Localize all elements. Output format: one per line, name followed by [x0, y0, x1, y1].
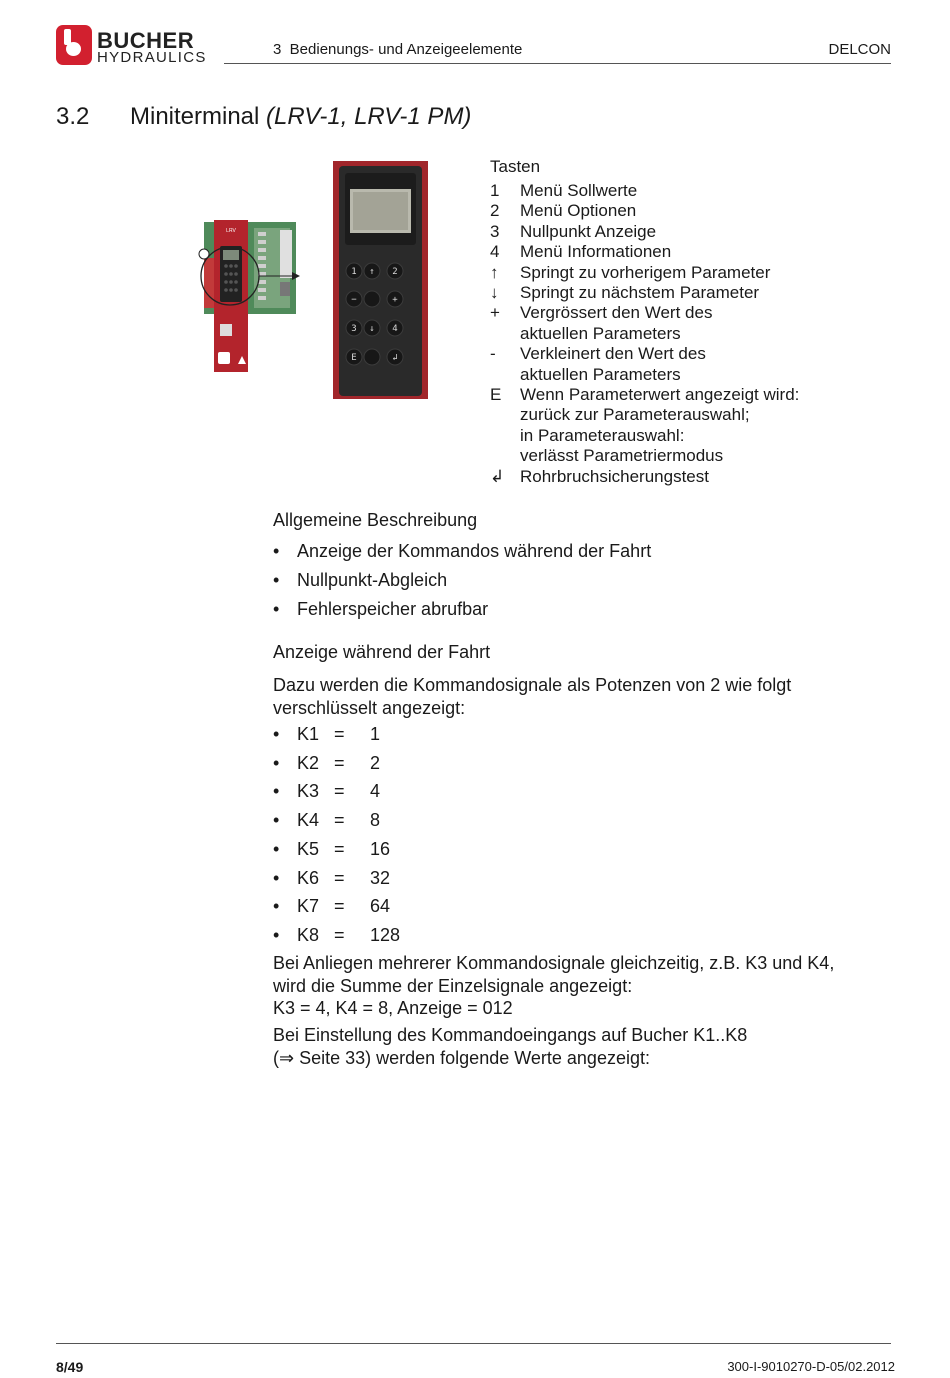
- bullet-dot: •: [273, 752, 280, 773]
- signal-value: 128: [370, 924, 401, 945]
- key-symbol: 1: [490, 181, 500, 200]
- key-description-line: Wenn Parameterwert angezeigt wird:: [520, 385, 800, 404]
- sum-paragraph-line: K3 = 4, K4 = 8, Anzeige = 012: [273, 998, 513, 1018]
- signal-name: K3: [297, 781, 320, 802]
- signal-value: 1: [370, 724, 381, 744]
- key-description-line: Springt zu vorherigem Parameter: [520, 262, 771, 282]
- key-symbol: +: [490, 303, 500, 323]
- svg-text:−: −: [351, 295, 357, 305]
- signal-name: K1: [297, 724, 320, 744]
- signal-name: K5: [297, 838, 320, 859]
- signal-name: K4: [297, 810, 320, 831]
- bullet-dot: •: [273, 896, 280, 917]
- signal-equals: =: [334, 724, 345, 744]
- signal-equals: =: [334, 924, 345, 945]
- bullet-text: Fehlerspeicher abrufbar: [297, 599, 489, 619]
- bullet-dot: •: [273, 810, 280, 831]
- footer-divider: [56, 1343, 891, 1344]
- key-description-line: zurück zur Parameterauswahl;: [520, 405, 750, 425]
- key-description: [520, 263, 770, 283]
- sum-paragraph-line: wird die Summe der Einzelsignale angezeigt:: [273, 975, 633, 996]
- drive-intro-line: verschlüsselt angezeigt:: [273, 697, 466, 718]
- signal-equals: =: [334, 781, 345, 802]
- drive-heading: Anzeige während der Fahrt: [273, 642, 491, 662]
- sum-paragraph: [273, 952, 834, 1020]
- svg-text:2: 2: [392, 267, 398, 277]
- svg-text:↑: ↑: [369, 267, 375, 277]
- key-symbol: 4: [490, 242, 500, 262]
- key-description-line: Nullpunkt Anzeige: [520, 221, 657, 241]
- signal-value: 32: [370, 867, 391, 888]
- signal-value: 8: [370, 810, 381, 831]
- controller-board-image: [196, 218, 300, 374]
- document-id: 300-I-9010270-D-05/02.2012: [727, 1359, 895, 1374]
- bullet-dot: •: [273, 570, 280, 590]
- section-number: 3.2: [56, 103, 90, 130]
- page-number: 8/49: [56, 1359, 84, 1375]
- header-product-name: DELCON: [828, 41, 891, 58]
- logo-mark-icon: [56, 25, 92, 65]
- key-description: [520, 242, 671, 262]
- signal-value: 64: [370, 896, 391, 917]
- signal-equals: =: [334, 867, 345, 888]
- header-divider: [224, 63, 891, 64]
- bullet-dot: •: [273, 724, 280, 744]
- keys-heading: Tasten: [490, 157, 541, 176]
- board-label: LRV: [226, 228, 236, 234]
- bullet-dot: •: [273, 838, 280, 859]
- key-description: [520, 181, 637, 201]
- key-symbol: ↓: [490, 283, 499, 302]
- bullet-dot: •: [273, 541, 280, 561]
- svg-text:↓: ↓: [369, 324, 375, 334]
- key-symbol: -: [490, 344, 496, 364]
- svg-text:4: 4: [392, 324, 398, 334]
- key-description-line: in Parameterauswahl:: [520, 425, 685, 445]
- key-description-line: aktuellen Parameters: [520, 323, 681, 343]
- svg-text:↲: ↲: [392, 353, 398, 363]
- signal-equals: =: [334, 838, 345, 859]
- signal-value: 2: [370, 752, 381, 773]
- bucher-hydraulics-logo: [56, 25, 206, 67]
- section-title-main: Miniterminal: [130, 103, 267, 130]
- key-symbol: 2: [490, 201, 500, 221]
- key-description-line: Menü Optionen: [520, 201, 637, 221]
- key-description-line: Menü Informationen: [520, 242, 672, 262]
- drive-intro: [273, 674, 791, 719]
- key-description: [520, 344, 706, 385]
- section-title: [130, 103, 471, 131]
- key-description-line: Vergrössert den Wert des: [520, 303, 713, 323]
- svg-text:3: 3: [351, 324, 357, 334]
- signal-equals: =: [334, 896, 345, 917]
- drive-intro-line: Dazu werden die Kommandosignale als Potenzen von 2 wie folgt: [273, 675, 792, 695]
- svg-text:E: E: [351, 353, 357, 363]
- bullet-dot: •: [273, 924, 280, 945]
- signal-name: K8: [297, 924, 320, 945]
- key-description: [520, 201, 636, 221]
- bullet-text: Anzeige der Kommandos während der Fahrt: [297, 541, 652, 561]
- signal-value: 16: [370, 838, 391, 859]
- signal-equals: =: [334, 752, 345, 773]
- key-symbol: E: [490, 385, 502, 404]
- key-description: [520, 467, 709, 487]
- key-description: [520, 303, 712, 344]
- bucher-setting-paragraph: [273, 1024, 747, 1069]
- bullet-text: Nullpunkt-Abgleich: [297, 570, 448, 590]
- bullet-dot: •: [273, 599, 280, 619]
- key-description-line: verlässt Parametriermodus: [520, 446, 724, 466]
- signal-value: 4: [370, 781, 381, 802]
- signal-name: K7: [297, 896, 320, 917]
- key-description-line: Rohrbruchsicherungstest: [520, 466, 709, 486]
- section-title-models: (LRV-1, LRV-1 PM): [266, 103, 472, 130]
- general-heading: Allgemeine Beschreibung: [273, 510, 478, 530]
- header-section-title: 3 Bedienungs- und Anzeigeelemente: [273, 41, 523, 58]
- key-description: [520, 385, 799, 467]
- signal-name: K2: [297, 752, 320, 773]
- signal-equals: =: [334, 810, 345, 831]
- key-description-line: Springt zu nächstem Parameter: [520, 283, 760, 302]
- key-description-line: Verkleinert den Wert des: [520, 344, 706, 364]
- svg-text:+: +: [392, 295, 398, 305]
- key-description: [520, 222, 656, 242]
- bullet-dot: •: [273, 867, 280, 888]
- key-symbol: ↑: [490, 262, 499, 282]
- sum-paragraph-line: Bei Anliegen mehrerer Kommandosignale gleichzeitig, z.B. K3 und K4,: [273, 953, 835, 973]
- key-description-line: Menü Sollwerte: [520, 181, 638, 200]
- logo-line1: BUCHER: [97, 28, 195, 53]
- logo-line2: HYDRAULICS: [97, 49, 207, 66]
- bucher-setting-line: Bei Einstellung des Kommandoeingangs auf Bucher K1..K8: [273, 1025, 748, 1045]
- key-description-line: aktuellen Parameters: [520, 364, 681, 384]
- key-symbol: 3: [490, 221, 500, 241]
- miniterminal-keypad-image: [333, 161, 428, 399]
- bullet-dot: •: [273, 781, 280, 802]
- key-description: [520, 283, 759, 303]
- svg-text:1: 1: [351, 267, 357, 277]
- bucher-setting-line: (⇒ Seite 33) werden folgende Werte angezeigt:: [273, 1047, 650, 1068]
- signal-name: K6: [297, 867, 320, 888]
- key-symbol: ↲: [490, 466, 505, 486]
